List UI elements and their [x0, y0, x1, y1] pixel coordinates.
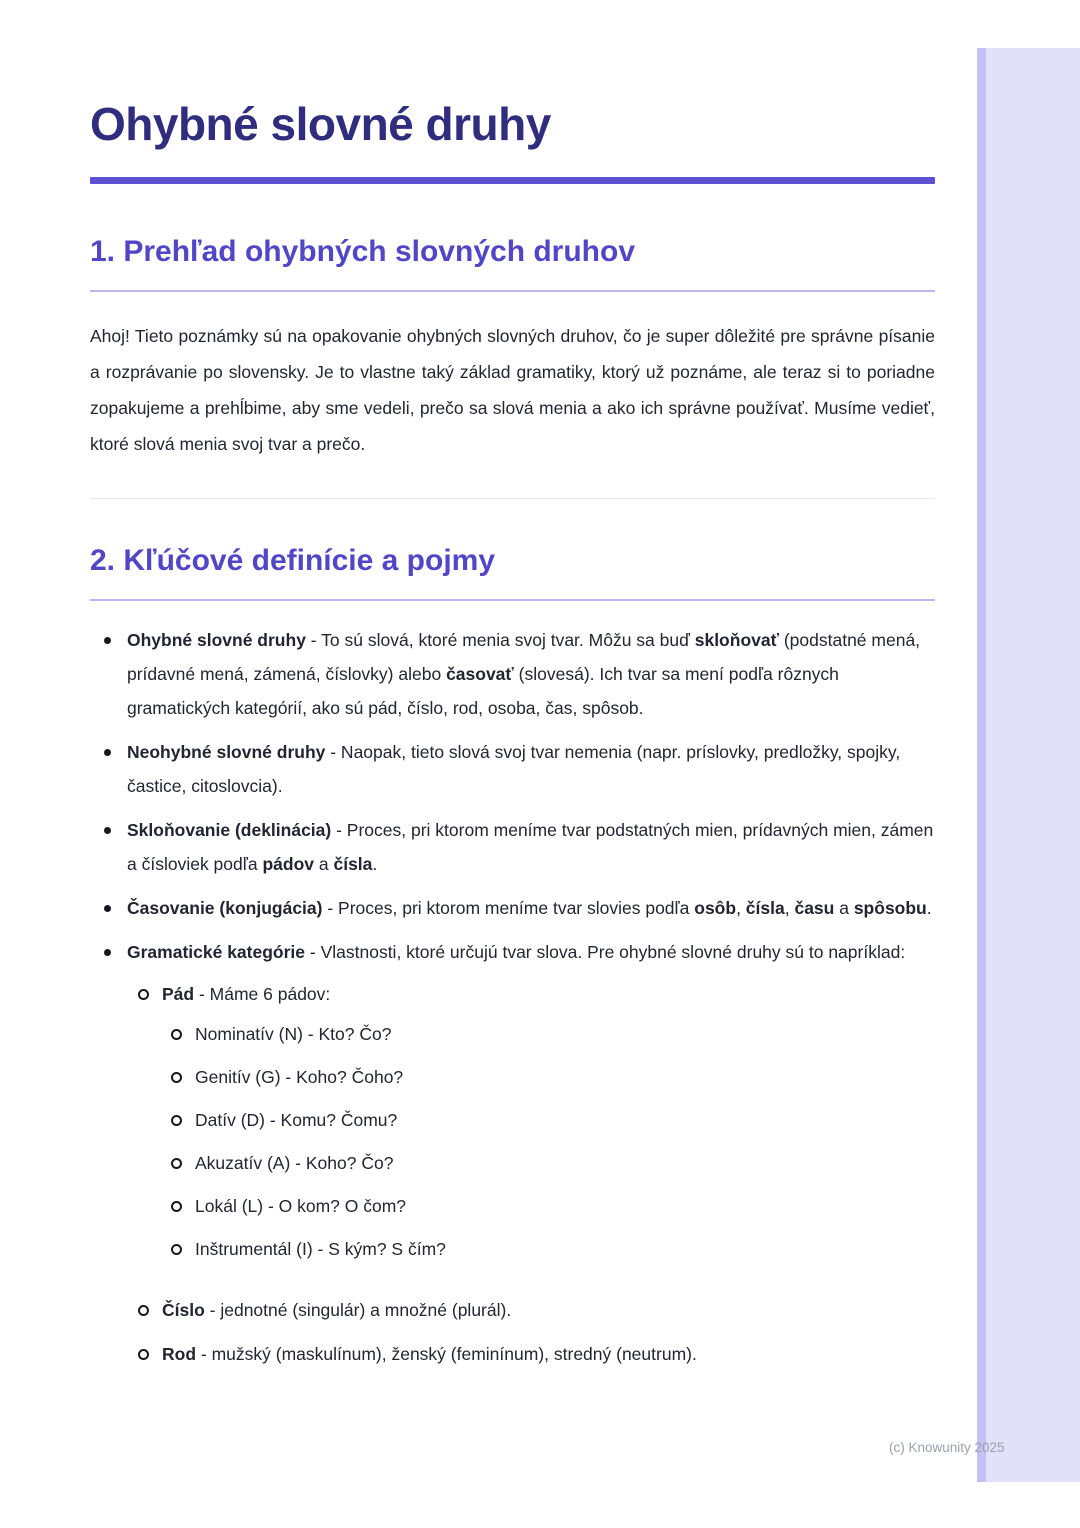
circle-bullet-icon — [171, 1201, 182, 1212]
section-2-underline-rule — [90, 599, 935, 601]
list-item-text: Ohybné slovné druhy - To sú slová, ktoré menia svoj tvar. Môžu sa buď skloňovať (podstatné mená, prídavné mená, zámená, číslovky) alebo časovať (slovesá). Ich tvar sa mení podľa rôznych gramatických kategórií, ako sú pád, číslo, rod, osoba, čas, spôsob. — [127, 629, 921, 718]
bullet-icon — [104, 827, 111, 834]
list-item-text: Akuzatív (A) - Koho? Čo? — [195, 1152, 394, 1173]
categories-sublist — [127, 977, 935, 1371]
bullet-icon — [104, 637, 111, 644]
list-item-casovanie — [104, 891, 935, 925]
list-item-genitiv — [171, 1060, 935, 1094]
list-item-gramaticke-kategorie — [104, 935, 935, 1381]
list-item-rod — [138, 1337, 935, 1371]
circle-bullet-icon — [138, 1305, 149, 1316]
list-item-text: Inštrumentál (I) - S kým? S čím? — [195, 1238, 446, 1259]
list-item-text: Lokál (L) - O kom? O čom? — [195, 1195, 407, 1216]
section-1-heading: 1. Prehľad ohybných slovných druhov — [90, 234, 636, 268]
list-item-text: Nominatív (N) - Kto? Čo? — [195, 1023, 392, 1044]
title-underline-rule — [90, 177, 935, 184]
page-title: Ohybné slovné druhy — [90, 98, 551, 150]
overview-paragraph: Ahoj! Tieto poznámky sú na opakovanie ohybných slovných druhov, čo je super dôležité pre správne písanie a rozprávanie po slovensky. Je to vlastne taký základ gramatiky, ktorý už poznáme, ale teraz si to poriadne zopakujeme a prehĺbime, aby sme vedeli, prečo sa slová menia a ako ich správne používať. Musíme vedieť, ktoré slová menia svoj tvar a prečo. — [90, 325, 935, 454]
list-item-text: Gramatické kategórie - Vlastnosti, ktoré určujú tvar slova. Pre ohybné slovné druhy sú to napríklad: — [127, 941, 906, 962]
list-item-instrumental — [171, 1232, 935, 1266]
list-item-pad — [138, 977, 935, 1275]
list-item-akuzativ — [171, 1146, 935, 1180]
list-item-text: Datív (D) - Komu? Čomu? — [195, 1109, 398, 1130]
document-page — [90, 0, 935, 1381]
list-item-text: Pád - Máme 6 pádov: — [162, 983, 331, 1004]
circle-bullet-icon — [171, 1158, 182, 1169]
section-overview — [90, 234, 935, 462]
next-page-edge — [977, 48, 1080, 1482]
section-definitions — [90, 543, 935, 1381]
list-item-text: Skloňovanie (deklinácia) - Proces, pri ktorom meníme tvar podstatných mien, prídavných mien, zámen a čísloviek podľa pádov a čísla. — [127, 819, 934, 874]
circle-bullet-icon — [171, 1029, 182, 1040]
cases-sublist — [162, 1017, 935, 1266]
list-item-cislo — [138, 1293, 935, 1327]
watermark: (c) Knowunity 2025 — [889, 1440, 1005, 1455]
list-item-dativ — [171, 1103, 935, 1137]
section-2-heading: 2. Kľúčové definície a pojmy — [90, 543, 496, 577]
bullet-icon — [104, 949, 111, 956]
circle-bullet-icon — [171, 1115, 182, 1126]
circle-bullet-icon — [138, 989, 149, 1000]
list-item-neohybne-druhy — [104, 735, 935, 803]
bullet-icon — [104, 905, 111, 912]
list-item-nominativ — [171, 1017, 935, 1051]
section-1-underline-rule — [90, 290, 935, 292]
list-item-text: Genitív (G) - Koho? Čoho? — [195, 1066, 404, 1087]
list-item-text: Rod - mužský (maskulínum), ženský (feminínum), stredný (neutrum). — [162, 1343, 697, 1364]
list-item-text: Časovanie (konjugácia) - Proces, pri ktorom meníme tvar slovies podľa osôb, čísla, času a spôsobu. — [127, 897, 932, 918]
definitions-list — [90, 623, 935, 1381]
circle-bullet-icon — [171, 1072, 182, 1083]
list-item-text: Číslo - jednotné (singulár) a množné (plurál). — [162, 1299, 512, 1320]
section-divider — [90, 498, 935, 499]
list-item-sklonovanie — [104, 813, 935, 881]
circle-bullet-icon — [138, 1349, 149, 1360]
list-item-lokal — [171, 1189, 935, 1223]
list-item-text: Neohybné slovné druhy - Naopak, tieto slová svoj tvar nemenia (napr. príslovky, predložky, spojky, častice, citoslovcia). — [127, 741, 901, 796]
bullet-icon — [104, 749, 111, 756]
list-item-ohybne-druhy — [104, 623, 935, 725]
circle-bullet-icon — [171, 1244, 182, 1255]
